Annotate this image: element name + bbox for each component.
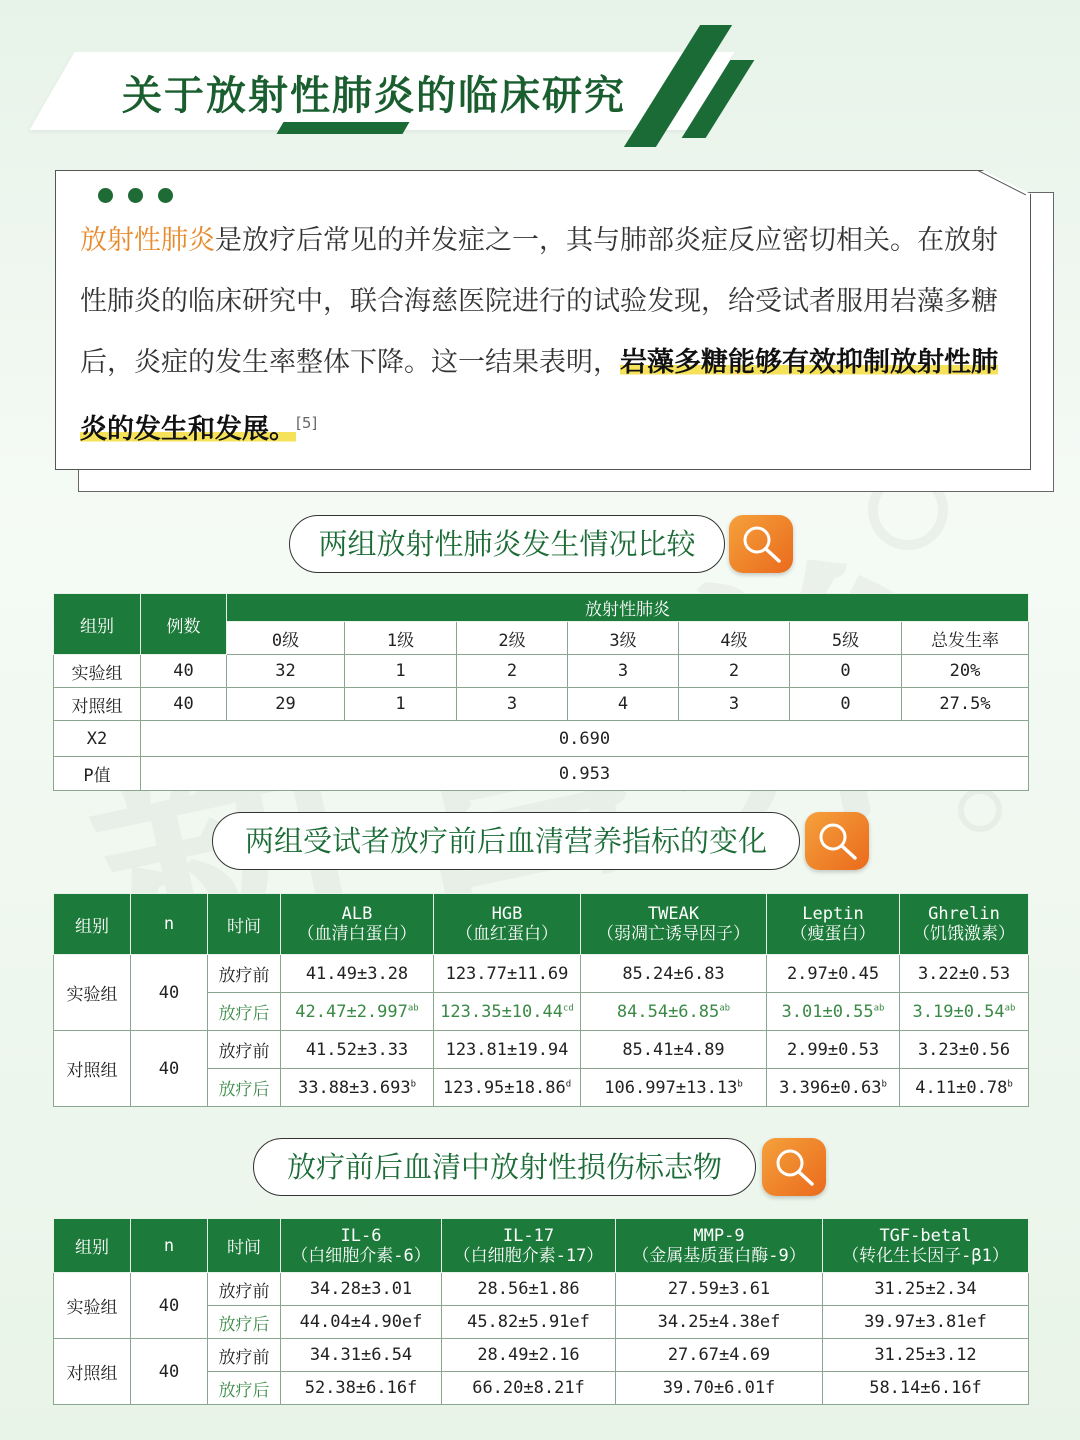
col-header-alb: ALB （血清白蛋白） [281,894,434,955]
search-icon [762,1138,826,1196]
value-cell: 29 [227,688,345,721]
col-header-time: 时间 [208,1219,281,1273]
time-label: 放疗前 [208,1339,281,1372]
grade-header: 3级 [568,622,679,655]
card-dots [98,188,188,207]
value-cell: 3.19±0.54$^{ab}$ [900,993,1029,1031]
stat-label: X2 [54,721,141,757]
time-label: 放疗后 [208,1372,281,1405]
value-cell: 1 [345,688,457,721]
value-cell: 39.70±6.01f [616,1372,823,1405]
grade-header: 总发生率 [902,622,1029,655]
group-label: 实验组 [54,955,131,1031]
value-cell: 28.56±1.86 [442,1273,616,1306]
value-cell: 33.88±3.693$^b$ [281,1069,434,1107]
n-cell: 40 [131,1273,208,1339]
value-cell: 3.01±0.55$^{ab}$ [767,993,900,1031]
time-label: 放疗后 [208,993,281,1031]
col-header-tgf: TGF-betal （转化生长因子-β1） [823,1219,1029,1273]
col-header-group: 组别 [54,594,141,655]
value-cell: 31.25±2.34 [823,1273,1029,1306]
table-row [54,757,1029,791]
n-cell: 40 [131,1031,208,1107]
col-header-pneumonitis: 放射性肺炎 [227,594,1029,622]
table-row [54,688,1029,721]
value-cell: 2.99±0.53 [767,1031,900,1069]
section3-title: 放疗前后血清中放射性损伤标志物 [253,1138,756,1196]
intro-term: 放射性肺炎 [80,225,215,256]
n-cell: 40 [131,1339,208,1405]
grade-header: 0级 [227,622,345,655]
value-cell: 4 [568,688,679,721]
col-header-tweak: TWEAK （弱凋亡诱导因子） [581,894,767,955]
value-cell: 39.97±3.81ef [823,1306,1029,1339]
time-label: 放疗前 [208,955,281,993]
value-cell: 3 [568,655,679,688]
group-label: 实验组 [54,655,141,688]
intro-reference: [5] [296,414,318,432]
count-cell: 40 [141,655,227,688]
nutrition-table [53,893,1029,1107]
injury-marker-table [53,1218,1029,1405]
value-cell: 0 [790,688,902,721]
time-label: 放疗后 [208,1069,281,1107]
value-cell: 1 [345,655,457,688]
grade-header: 2级 [457,622,568,655]
group-label: 实验组 [54,1273,131,1339]
value-cell: 32 [227,655,345,688]
registered-mark-watermark-small [958,788,1002,832]
table-row [54,1339,1029,1372]
value-cell: 106.997±13.13$^b$ [581,1069,767,1107]
table-row [54,655,1029,688]
value-cell: 123.35±10.44$^{cd}$ [434,993,581,1031]
value-cell: 31.25±3.12 [823,1339,1029,1372]
value-cell: 42.47±2.997$^{ab}$ [281,993,434,1031]
grade-header: 5级 [790,622,902,655]
stat-value: 0.690 [141,721,1029,757]
value-cell: 3.396±0.63$^b$ [767,1069,900,1107]
n-cell: 40 [131,955,208,1031]
value-cell: 85.41±4.89 [581,1031,767,1069]
page-title: 关于放射性肺炎的临床研究 [122,73,626,119]
value-cell: 27.59±3.61 [616,1273,823,1306]
stat-label: P值 [54,757,141,791]
value-cell: 34.31±6.54 [281,1339,442,1372]
table-row [54,1031,1029,1069]
col-header-hgb: HGB （血红蛋白） [434,894,581,955]
value-cell: 85.24±6.83 [581,955,767,993]
value-cell: 41.49±3.28 [281,955,434,993]
value-cell: 123.95±18.86$^d$ [434,1069,581,1107]
value-cell: 58.14±6.16f [823,1372,1029,1405]
value-cell: 3.22±0.53 [900,955,1029,993]
value-cell: 44.04±4.90ef [281,1306,442,1339]
col-header-n: n [131,1219,208,1273]
value-cell: 0 [790,655,902,688]
section1-title: 两组放射性肺炎发生情况比较 [289,515,725,573]
value-cell: 66.20±8.21f [442,1372,616,1405]
col-header-mmp9: MMP-9 （金属基质蛋白酶-9） [616,1219,823,1273]
grade-header: 1级 [345,622,457,655]
value-cell: 34.25±4.38ef [616,1306,823,1339]
table-row [54,955,1029,993]
value-cell: 123.77±11.69 [434,955,581,993]
value-cell: 4.11±0.78$^b$ [900,1069,1029,1107]
value-cell: 2.97±0.45 [767,955,900,993]
value-cell: 123.81±19.94 [434,1031,581,1069]
search-icon [805,812,869,870]
time-label: 放疗前 [208,1273,281,1306]
title-underline [277,122,410,134]
col-header-il6: IL-6 （白细胞介素-6） [281,1219,442,1273]
search-icon [729,515,793,573]
value-cell: 27.67±4.69 [616,1339,823,1372]
section2-title: 两组受试者放疗前后血清营养指标的变化 [212,812,800,870]
col-header-ghrelin: Ghrelin （饥饿激素） [900,894,1029,955]
value-cell: 3 [457,688,568,721]
value-cell: 52.38±6.16f [281,1372,442,1405]
time-label: 放疗前 [208,1031,281,1069]
value-cell: 27.5% [902,688,1029,721]
value-cell: 34.28±3.01 [281,1273,442,1306]
col-header-count: 例数 [141,594,227,655]
col-header-group: 组别 [54,894,131,955]
stat-value: 0.953 [141,757,1029,791]
time-label: 放疗后 [208,1306,281,1339]
value-cell: 84.54±6.85$^{ab}$ [581,993,767,1031]
col-header-time: 时间 [208,894,281,955]
table-row [54,721,1029,757]
value-cell: 2 [457,655,568,688]
intro-text-2: 在放射性肺炎的临床研究中，联合海慈医院进行的试验发现，给受试者服用岩藻多糖后，炎症的发生率整体下降。这一结果表明， [80,225,998,378]
col-header-group: 组别 [54,1219,131,1273]
grade-header: 4级 [679,622,790,655]
value-cell: 3 [679,688,790,721]
col-header-n: n [131,894,208,955]
value-cell: 20% [902,655,1029,688]
count-cell: 40 [141,688,227,721]
intro-highlight: 岩藻多糖能够有效抑制放射性肺炎的发生和发展。 [80,347,998,445]
intro-paragraph [80,210,1020,460]
table-row [54,1273,1029,1306]
col-header-il17: IL-17 （白细胞介素-17） [442,1219,616,1273]
group-label: 对照组 [54,1339,131,1405]
value-cell: 3.23±0.56 [900,1031,1029,1069]
intro-text-1: 是放疗后常见的并发症之一，其与肺部炎症反应密切相关。 [215,225,917,256]
value-cell: 45.82±5.91ef [442,1306,616,1339]
group-label: 对照组 [54,1031,131,1107]
group-label: 对照组 [54,688,141,721]
col-header-leptin: Leptin （瘦蛋白） [767,894,900,955]
incidence-table [53,593,1029,791]
value-cell: 41.52±3.33 [281,1031,434,1069]
value-cell: 28.49±2.16 [442,1339,616,1372]
value-cell: 2 [679,655,790,688]
